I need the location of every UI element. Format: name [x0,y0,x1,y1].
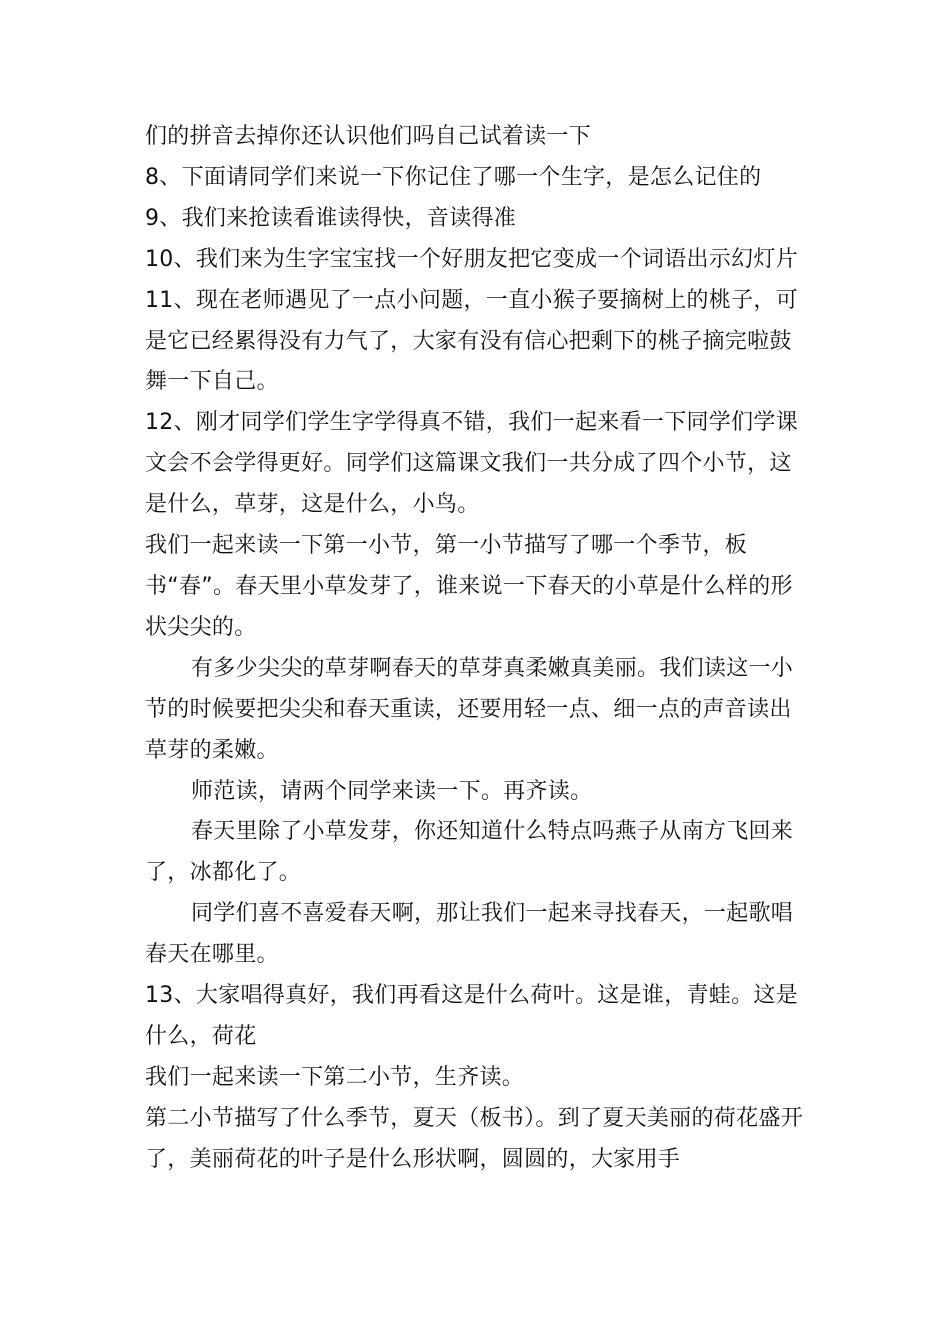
paragraph-12: 13、大家唱得真好，我们再看这是什么荷叶。这是谁，青蛙。这是什么，荷花 [145,983,798,1049]
paragraph-1: 们的拼音去掉你还认识他们吗自己试着读一下 [145,124,592,149]
paragraph-10: 春天里除了小草发芽，你还知道什么特点吗燕子从南方飞回来了，冰都化了。 [145,819,794,886]
paragraph-4: 10、我们来为生字宝宝找一个好朋友把它变成一个词语出示幻灯片 [145,246,798,272]
paragraph-5: 11、现在老师遇见了一点小问题，一直小猴子要摘树上的桃子，可是它已经累得没有力气了，大家有没有信心把剩下的桃子摘完啦鼓舞一下自己。 [145,287,798,395]
paragraph-14: 第二小节描写了什么季节，夏天（板书）。到了夏天美丽的荷花盛开了，美丽荷花的叶子是什么形状啊，圆圆的，大家用手 [145,1105,804,1172]
paragraph-9: 师范读，请两个同学来读一下。再齐读。 [191,778,593,804]
paragraph-7: 我们一起来读一下第一小节，第一小节描写了哪一个季节，板书“春”。春天里小草发芽了，谁来说一下春天的小草是什么样的形状尖尖的。 [145,533,793,640]
document-body [145,117,810,1181]
paragraph-13: 我们一起来读一下第二小节，生齐读。 [145,1064,525,1090]
paragraph-2: 8、下面请同学们来说一下你记住了哪一个生字，是怎么记住的 [145,164,762,190]
paragraph-8: 有多少尖尖的草芽啊春天的草芽真柔嫩真美丽。我们读这一小节的时候要把尖尖和春天重读，还要用轻一点、细一点的声音读出草芽的柔嫩。 [145,655,794,763]
paragraph-11: 同学们喜不喜爱春天啊，那让我们一起来寻找春天，一起歌唱春天在哪里。 [145,901,794,968]
paragraph-3: 9、我们来抢读看谁读得快，音读得准 [145,205,517,231]
paragraph-6: 12、刚才同学们学生字学得真不错，我们一起来看一下同学们学课文会不会学得更好。同学们这篇课文我们一共分成了四个小节，这是什么，草芽，这是什么，小鸟。 [145,410,798,518]
